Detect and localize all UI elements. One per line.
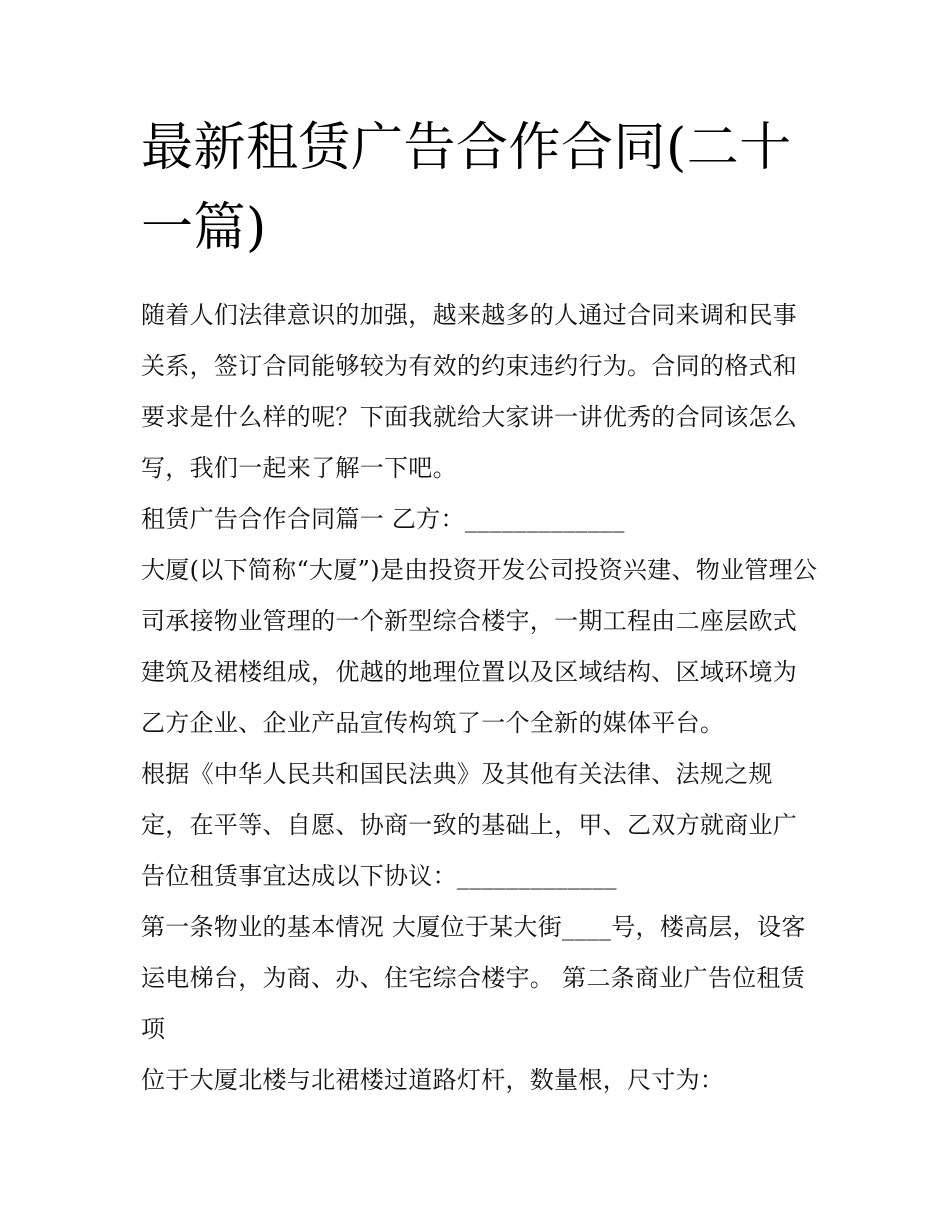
document-body [141,108,821,1106]
paragraph-article-1: 第一条物业的基本情况 大厦位于某大街____号，楼高层，设客运电梯台，为商、办、住宅综合楼宇。 第二条商业广告位租赁项 [141,913,806,1043]
paragraph-building-intro: 大厦(以下简称“大厦”)是由投资开发公司投资兴建、物业管理公司承接物业管理的一个新型综合楼宇，一期工程由二座层欧式建筑及裙楼组成，优越的地理位置以及区域结构、区域环境为乙方企业、企业产品宣传构筑了一个全新的媒体平台。 [141,556,818,737]
paragraph-party-b: 租赁广告合作合同篇一 乙方：_____________ [141,505,625,533]
paragraph-intro: 随着人们法律意识的加强，越来越多的人通过合同来调和民事关系，签订合同能够较为有效的约束违约行为。合同的格式和要求是什么样的呢？下面我就给大家讲一讲优秀的合同该怎么写，我们一起来了解一下吧。 [141,301,798,482]
paragraph-legal-basis: 根据《中华人民共和国民法典》及其他有关法律、法规之规定，在平等、自愿、协商一致的基础上，甲、乙双方就商业广告位租赁事宜达成以下协议：_____________ [141,760,798,890]
document-title: 最新租赁广告合作合同(二十一篇) [141,118,792,258]
paragraph-location: 位于大厦北楼与北裙楼过道路灯杆，数量根，尺寸为： [141,1066,725,1094]
